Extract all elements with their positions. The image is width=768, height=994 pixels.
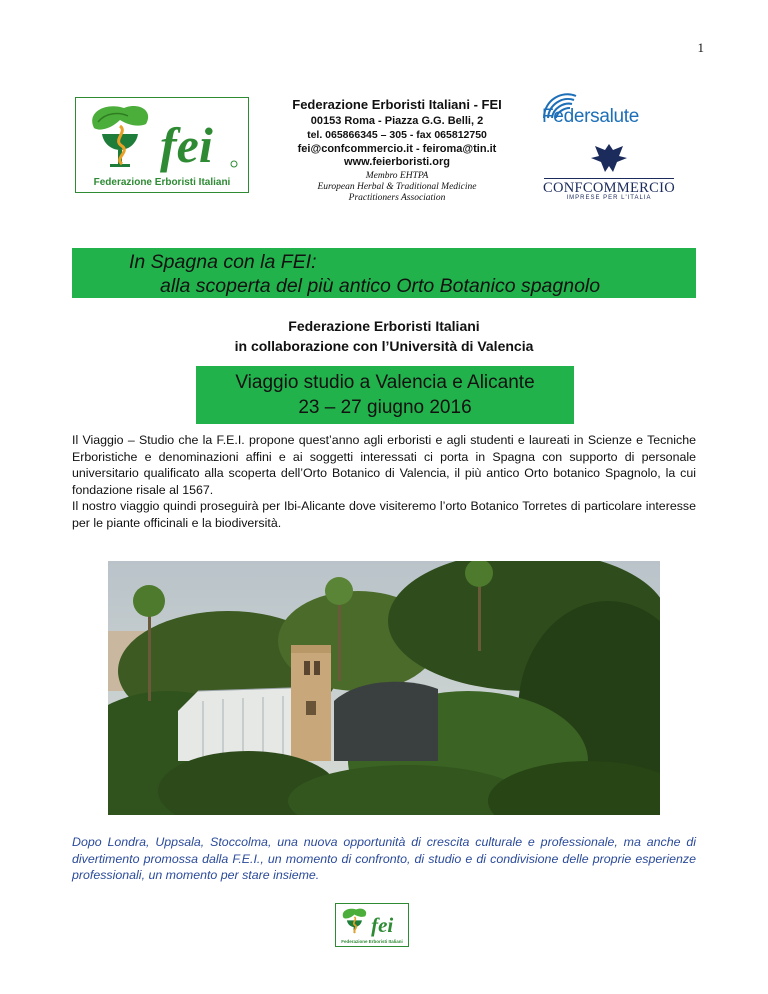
org-email: fei@confcommercio.it - feiroma@tin.it [297, 143, 497, 155]
confcommercio-wordmark: CONFCOMMERCIO [542, 180, 675, 196]
subtitle-line-1: Federazione Erboristi Italiani [288, 318, 480, 334]
fei-emblem-icon [76, 98, 248, 178]
trip-title: Viaggio studio a Valencia e Alicante [235, 372, 535, 393]
contact-header [262, 97, 532, 204]
federsalute-wordmark: Federsalute [542, 106, 640, 127]
trip-dates: 23 – 27 giugno 2016 [298, 397, 472, 418]
org-website: www.feierboristi.org [344, 156, 450, 168]
eagle-emblem-icon [589, 140, 629, 176]
fei-logo [75, 97, 249, 193]
title-banner [72, 248, 696, 298]
confcommercio-logo [540, 140, 678, 202]
org-phone: tel. 065866345 – 305 - fax 065812750 [307, 129, 487, 141]
botanical-garden-photo [108, 561, 660, 815]
org-name: Federazione Erboristi Italiani - FEI [292, 97, 502, 112]
title-line-1: In Spagna con la FEI: [129, 251, 317, 273]
member-line-1: Membro EHTPA [365, 171, 429, 181]
body-paragraph-2: Il nostro viaggio quindi proseguirà per Ibi-Alicante dove visiteremo l’orto Botanico Torretes di particolare interesse per le piante officinali e la biodiversità. [72, 499, 696, 530]
body-text [72, 432, 696, 532]
fei-logo-caption: Federazione Erboristi Italiani [93, 177, 231, 188]
closing-text: Dopo Londra, Uppsala, Stoccolma, una nuova opportunità di crescita culturale e professionale, ma anche di divertimento promossa dalla F.E.I., un momento di confronto, di studio e di condivisione delle proprie esperienze professionali, un momento per stare insieme. [72, 835, 696, 883]
fei-small-wordmark: fei [371, 913, 394, 938]
member-line-2: European Herbal & Traditional Medicine [317, 182, 477, 192]
member-line-3: Practitioners Association [348, 193, 446, 203]
org-address: 00153 Roma - Piazza G.G. Belli, 2 [310, 115, 484, 127]
fei-small-caption: Federazione Erboristi Italiani [341, 939, 403, 944]
trip-banner [196, 366, 574, 424]
confcommercio-subtitle: IMPRESE PER L'ITALIA [566, 195, 652, 201]
subtitle-line-2: in collaborazione con l’Università di Valencia [234, 338, 534, 354]
body-paragraph-1: Il Viaggio – Studio che la F.E.I. propone quest’anno agli erboristi e agli studenti e laureati in Scienze e Tecniche Erboristiche e denominazioni affini e ai soggetti interessati ci porta in Spagna con supporto di personale universitario qualificato alla scoperta dell’Orto Botanico di Valencia, il più antico Orto botanico Spagnolo, la cui fondazione risale al 1567. [72, 433, 696, 497]
federsalute-logo [540, 88, 680, 134]
fei-wordmark: fei [160, 117, 213, 173]
page-number: 1 [697, 40, 704, 55]
fei-logo-small [335, 903, 409, 947]
title-line-2: alla scoperta del più antico Orto Botanico spagnolo [160, 275, 601, 297]
confcommercio-rule [544, 178, 674, 179]
subtitle [0, 316, 768, 356]
